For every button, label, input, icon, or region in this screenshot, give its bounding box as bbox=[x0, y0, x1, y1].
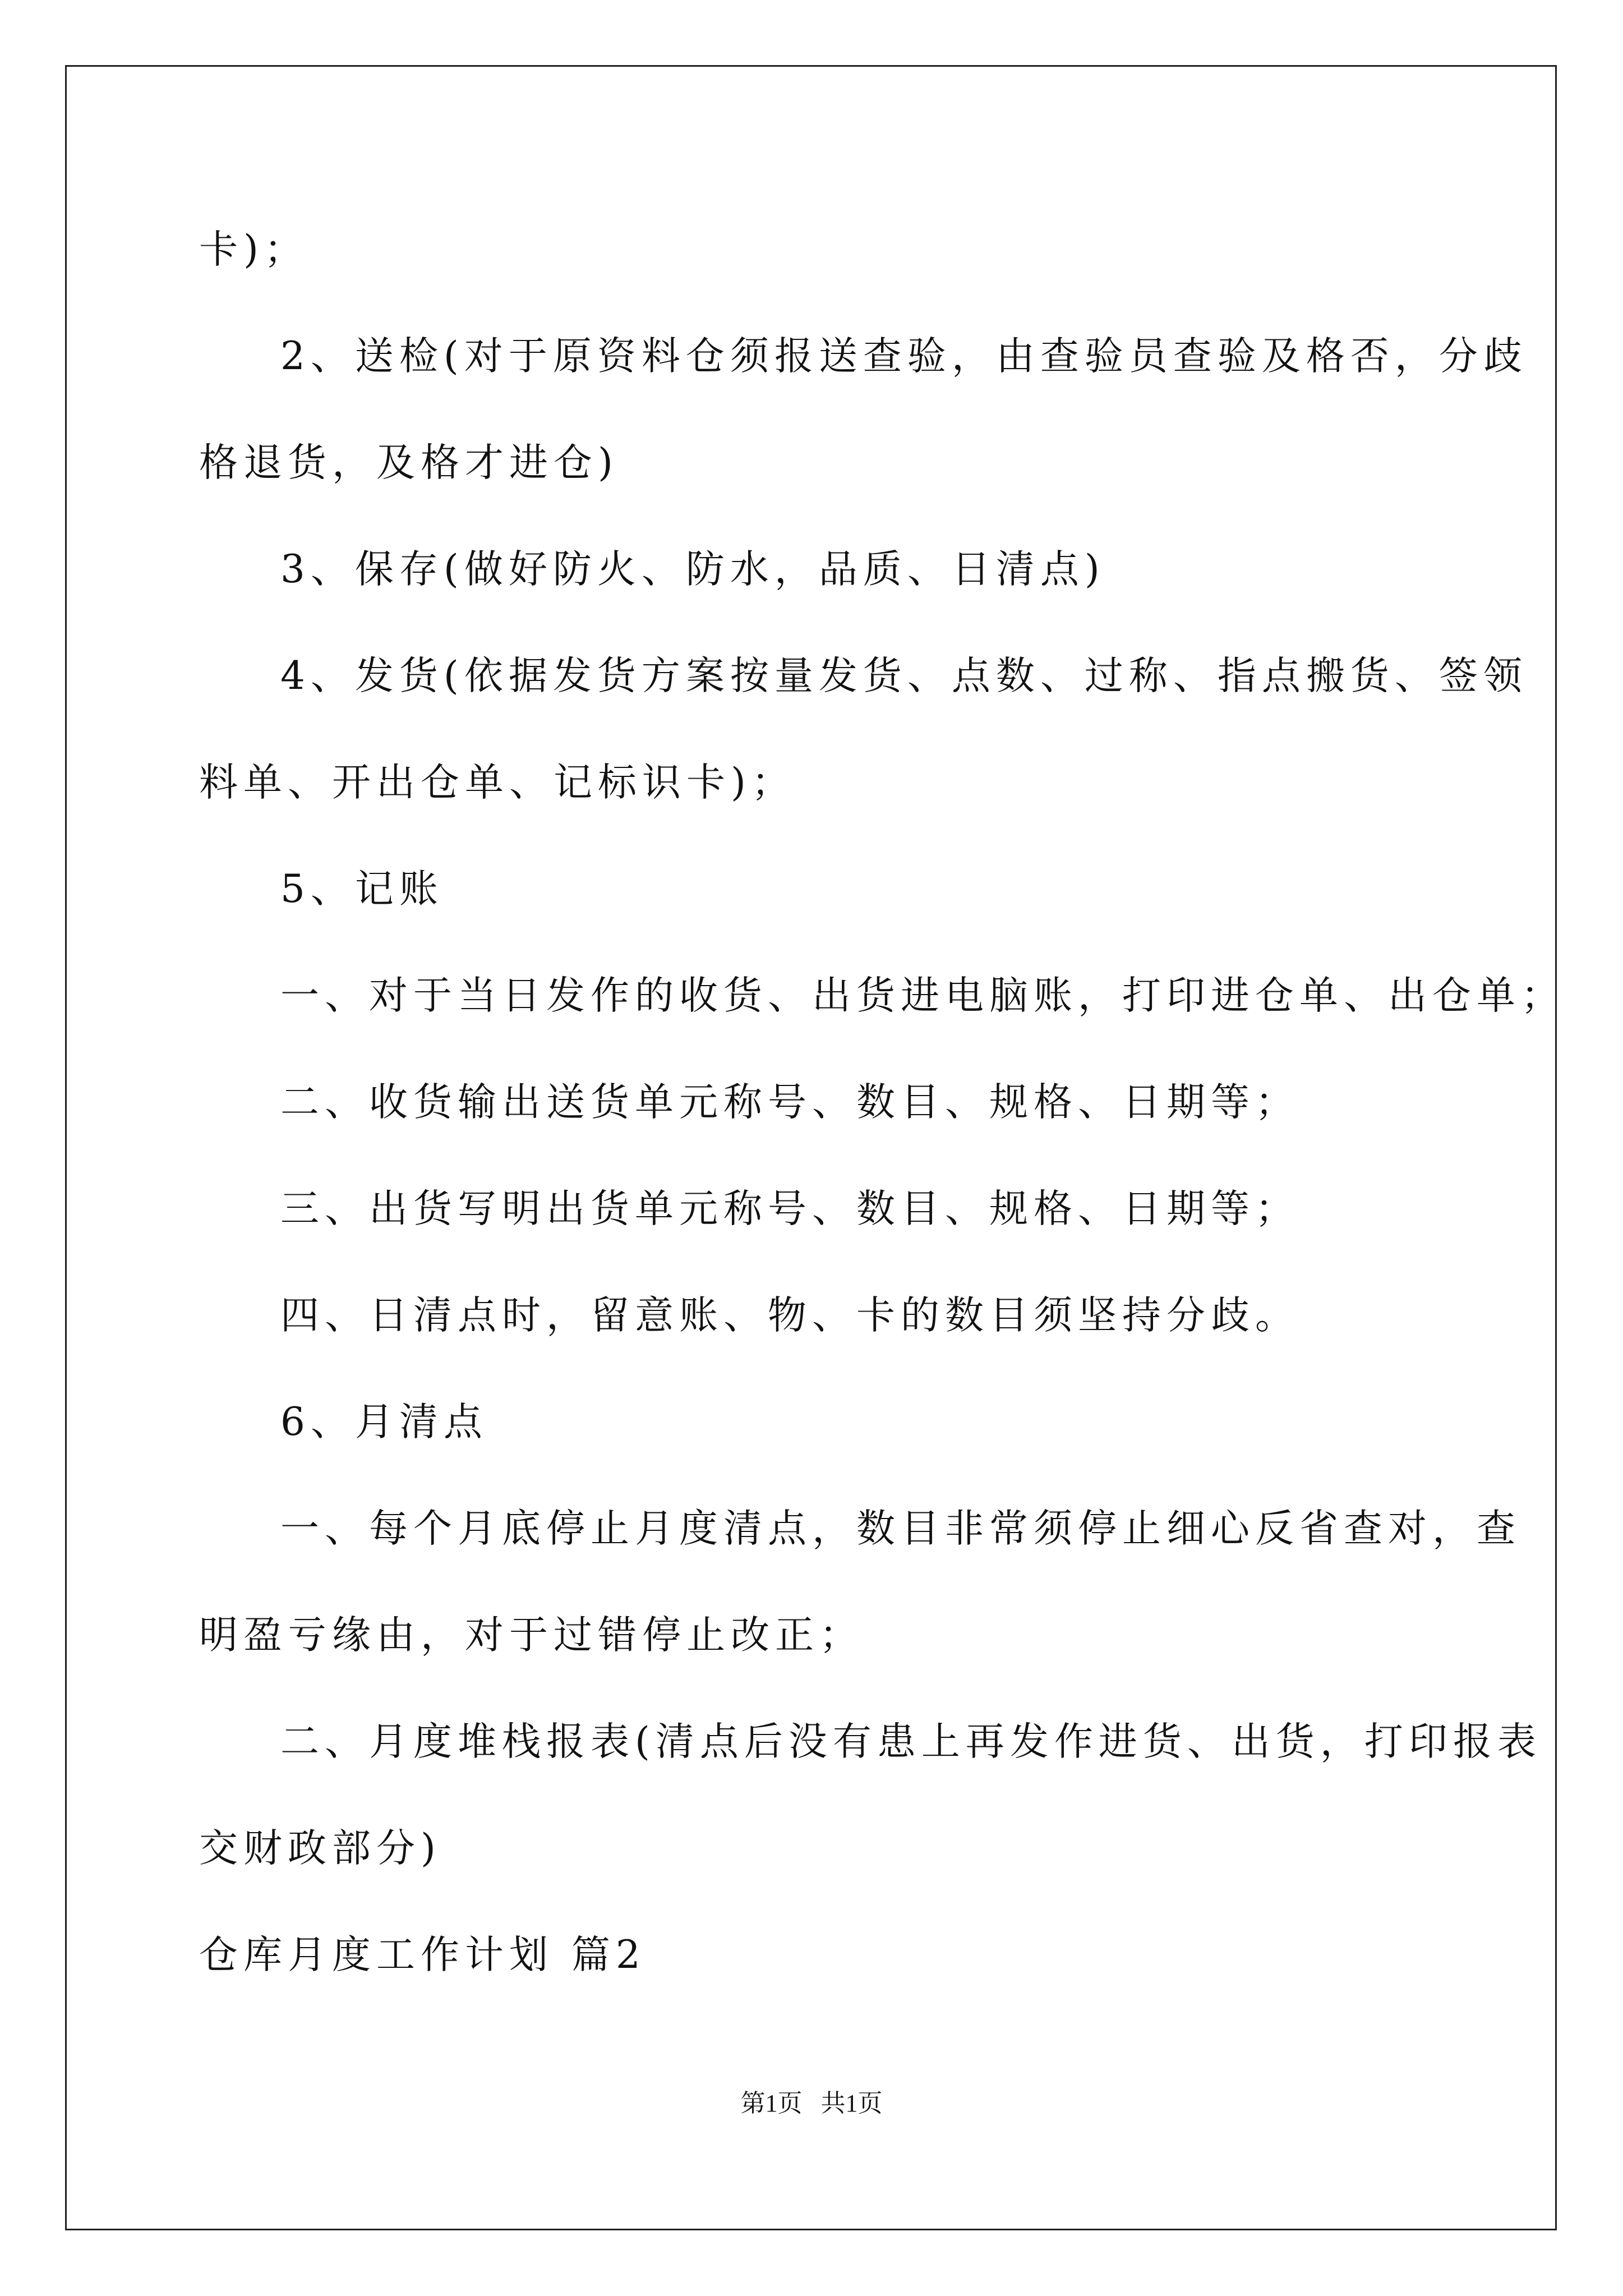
section-heading: 仓库月度工作计划 篇2 bbox=[199, 1932, 646, 1977]
text-line-13: 一、每个月底停止月度清点，数目非常须停止细心反省查对，查 bbox=[280, 1506, 1521, 1551]
text-line-6: 料单、开出仓单、记标识卡)； bbox=[199, 760, 796, 805]
text-line-9: 二、收货输出送货单元称号、数目、规格、日期等； bbox=[280, 1080, 1299, 1125]
text-line-2: 2、送检(对于原资料仓须报送查验，由查验员查验及格否，分歧 bbox=[280, 334, 1528, 379]
text-line-4: 3、保存(做好防火、防水，品质、日清点) bbox=[280, 547, 1105, 592]
text-line-7: 5、记账 bbox=[280, 867, 444, 912]
text-line-11: 四、日清点时，留意账、物、卡的数目须坚持分歧。 bbox=[280, 1293, 1299, 1338]
text-line-10: 三、出货写明出货单元称号、数目、规格、日期等； bbox=[280, 1186, 1299, 1231]
text-line-1: 卡)； bbox=[199, 227, 308, 272]
text-line-12: 6、月清点 bbox=[280, 1400, 488, 1444]
text-line-16: 交财政部分) bbox=[199, 1826, 441, 1871]
text-line-15: 二、月度堆栈报表(清点后没有患上再发作进货、出货，打印报表 bbox=[280, 1719, 1542, 1764]
text-line-8: 一、对于当日发作的收货、出货进电脑账，打印进仓单、出仓单； bbox=[280, 973, 1565, 1018]
text-line-3: 格退货，及格才进仓) bbox=[199, 440, 619, 485]
page-border bbox=[65, 65, 1557, 2230]
text-line-5: 4、发货(依据发货方案按量发货、点数、过称、指点搬货、签领 bbox=[280, 654, 1528, 698]
text-line-14: 明盈亏缘由，对于过错停止改正； bbox=[199, 1613, 864, 1658]
page-footer: 第1页 共1页 bbox=[740, 2090, 883, 2117]
